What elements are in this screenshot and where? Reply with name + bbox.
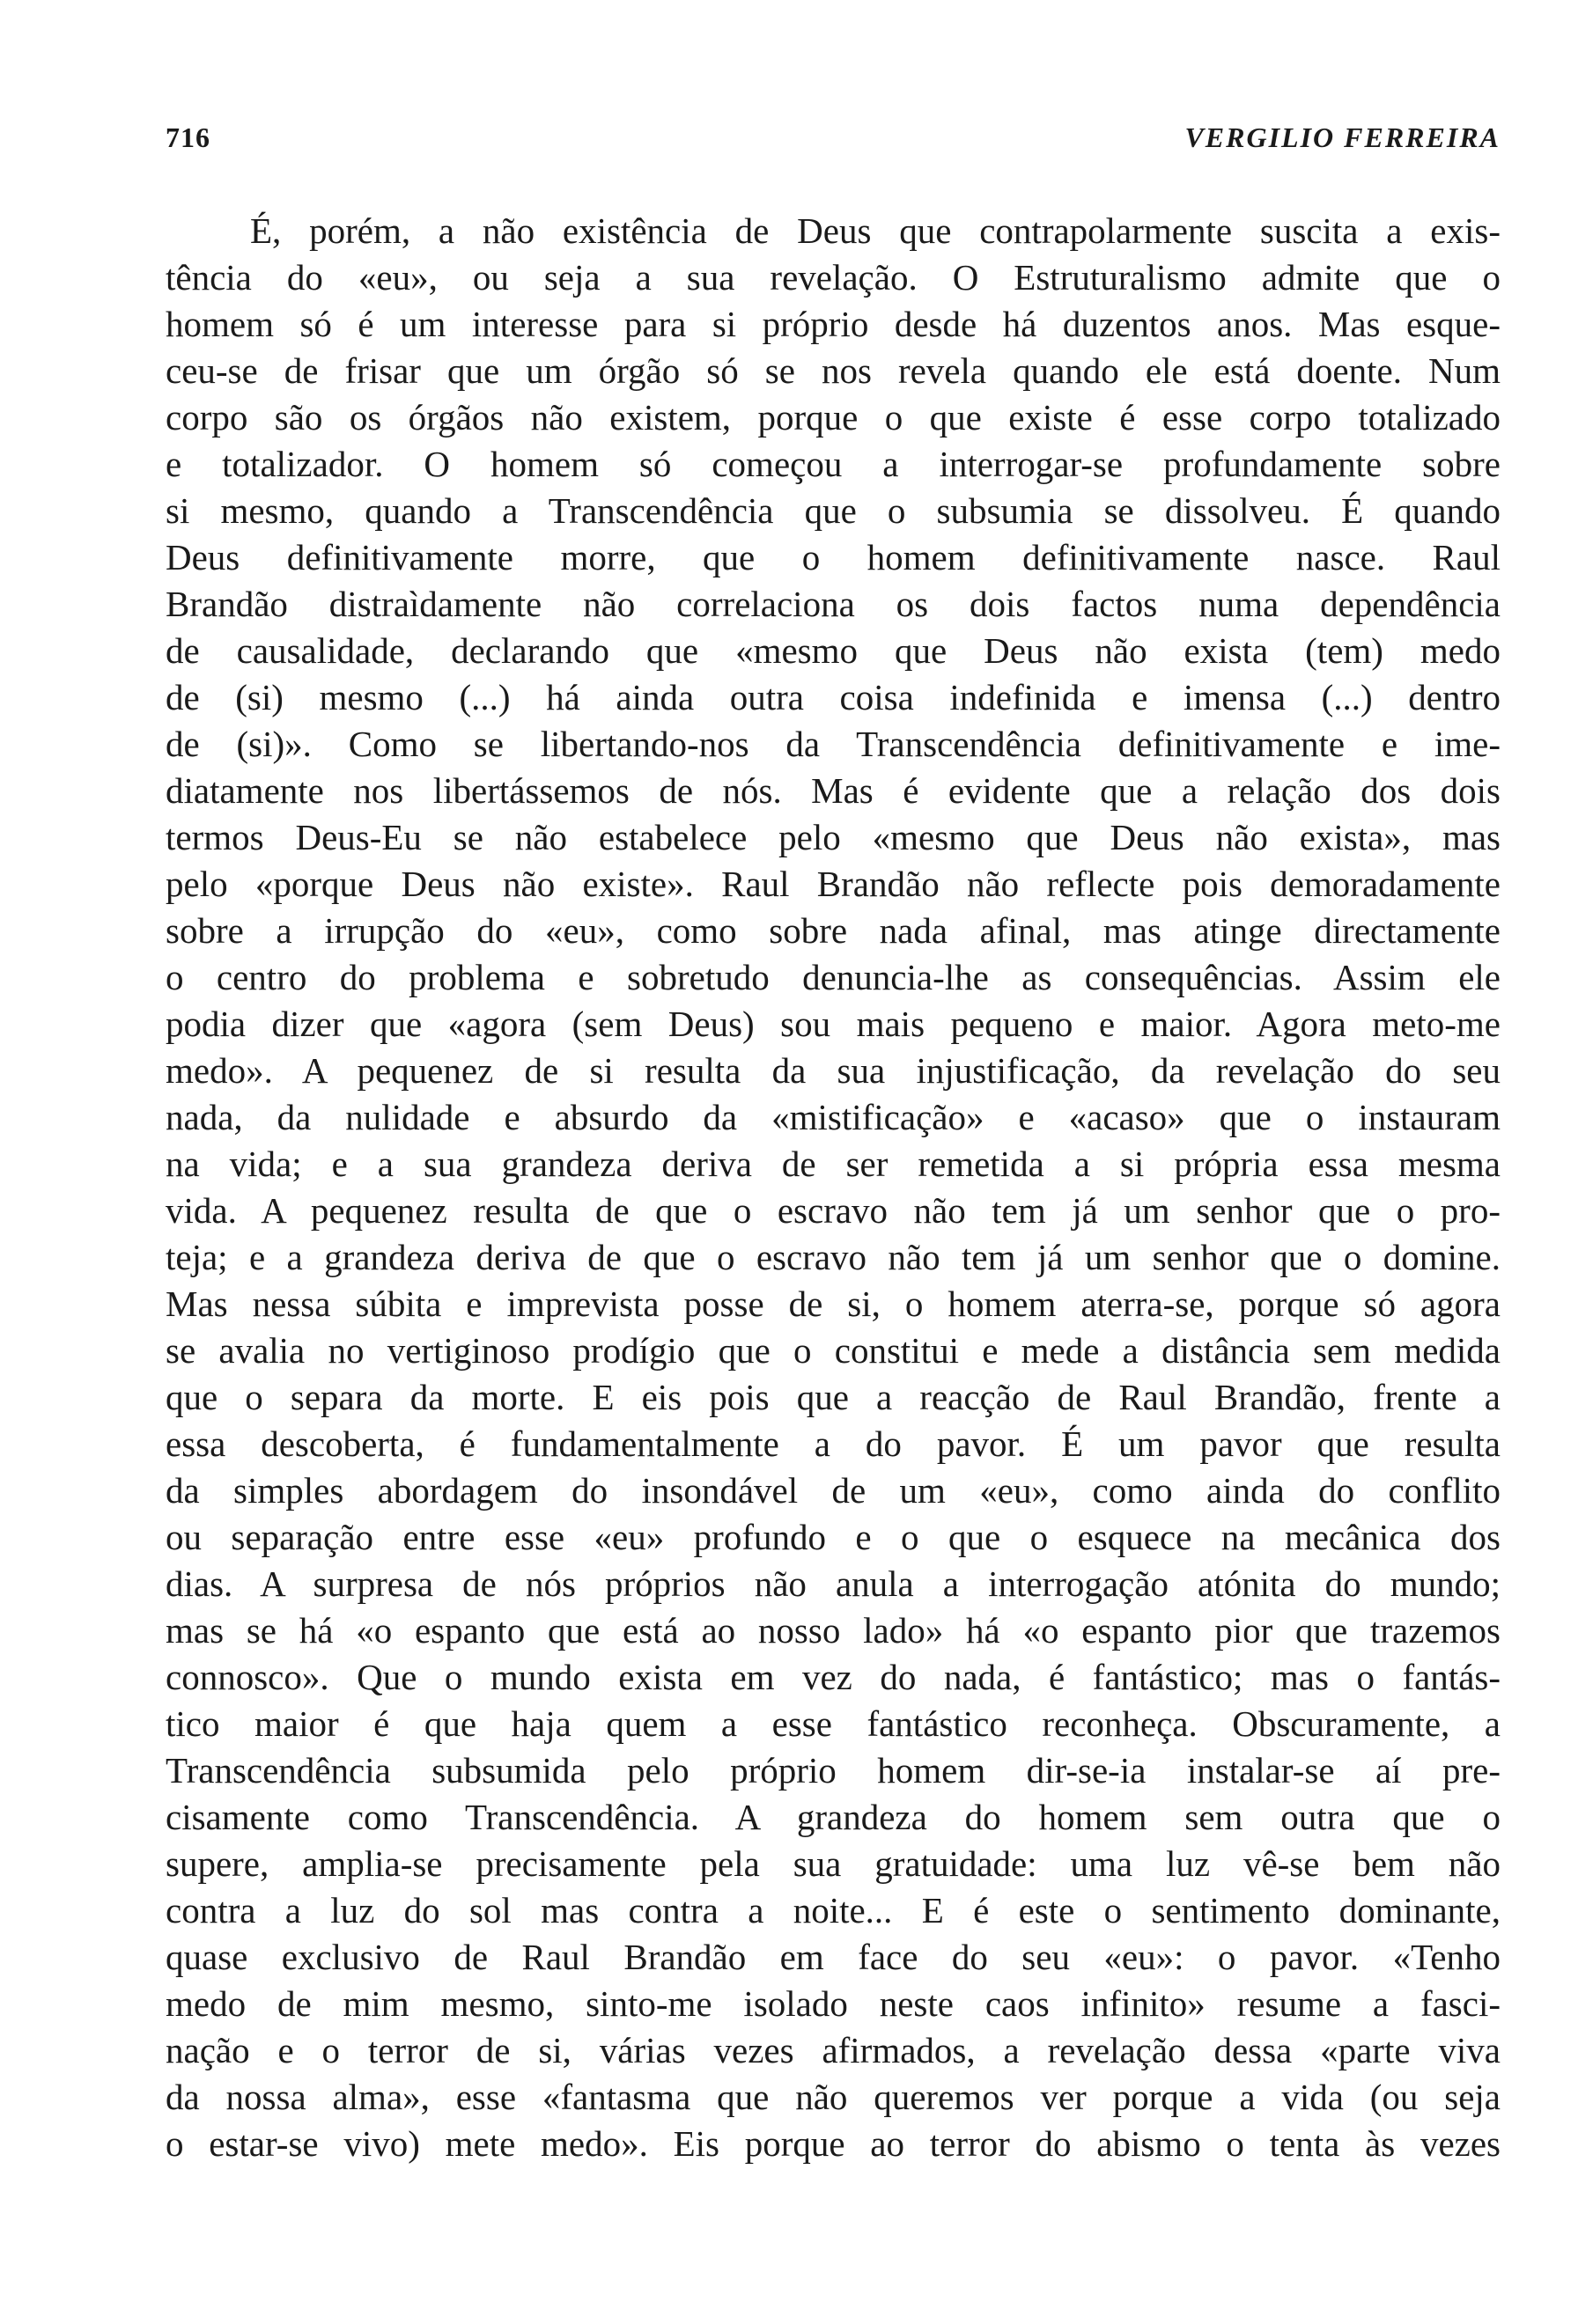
text-line: de causalidade, declarando que «mesmo que Deus não exista (tem) medo [166, 630, 1501, 671]
text-line: nada, da nulidade e absurdo da «mistificação» e «acaso» que o instauram [166, 1097, 1501, 1137]
text-line: corpo são os órgãos não existem, porque o que existe é esse corpo totalizado [166, 397, 1501, 438]
text-line: tico maior é que haja quem a esse fantástico reconheça. Obscuramente, a [166, 1703, 1501, 1744]
text-line: nação e o terror de si, várias vezes afirmados, a revelação dessa «parte viva [166, 2030, 1501, 2070]
text-line: dias. A surpresa de nós próprios não anula a interrogação atónita do mundo; [166, 1563, 1501, 1604]
text-line: pelo «porque Deus não existe». Raul Brandão não reflecte pois demoradamente [166, 864, 1501, 904]
running-head: VERGILIO FERREIRA [1184, 121, 1501, 153]
text-line: quase exclusivo de Raul Brandão em face do seu «eu»: o pavor. «Tenho [166, 1937, 1501, 1977]
text-line: Mas nessa súbita e imprevista posse de si, o homem aterra-se, porque só agora [166, 1283, 1501, 1324]
text-line: ou separação entre esse «eu» profundo e o que o esquece na mecânica dos [166, 1517, 1501, 1557]
text-line: essa descoberta, é fundamentalmente a do pavor. É um pavor que resulta [166, 1423, 1501, 1464]
text-line: se avalia no vertiginoso prodígio que o constitui e mede a distância sem medida [166, 1330, 1501, 1371]
text-line: connosco». Que o mundo exista em vez do nada, é fantástico; mas o fantás- [166, 1657, 1501, 1697]
text-line: mas se há «o espanto que está ao nosso lado» há «o espanto pior que trazemos [166, 1610, 1501, 1651]
text-line: contra a luz do sol mas contra a noite... E é este o sentimento dominante, [166, 1890, 1501, 1931]
page-header [166, 121, 1501, 165]
text-line: É, porém, a não existência de Deus que contrapolarmente suscita a exis- [250, 210, 1501, 251]
text-line: Transcendência subsumida pelo próprio homem dir-se-ia instalar-se aí pre- [166, 1750, 1501, 1791]
text-line: da nossa alma», esse «fantasma que não queremos ver porque a vida (ou seja [166, 2077, 1501, 2117]
text-line: e totalizador. O homem só começou a interrogar-se profundamente sobre [166, 444, 1501, 484]
text-line: medo». A pequenez de si resulta da sua injustificação, da revelação do seu [166, 1050, 1501, 1091]
text-line: de (si) mesmo (...) há ainda outra coisa indefinida e imensa (...) dentro [166, 677, 1501, 717]
page-number: 716 [166, 121, 210, 153]
text-line: tência do «eu», ou seja a sua revelação. O Estruturalismo admite que o [166, 257, 1501, 298]
text-line: Deus definitivamente morre, que o homem definitivamente nasce. Raul [166, 537, 1501, 577]
text-line: medo de mim mesmo, sinto-me isolado neste caos infinito» resume a fasci- [166, 1983, 1501, 2024]
text-line: si mesmo, quando a Transcendência que o subsumia se dissolveu. É quando [166, 490, 1501, 531]
text-line: vida. A pequenez resulta de que o escravo não tem já um senhor que o pro- [166, 1190, 1501, 1231]
text-line: que o separa da morte. E eis pois que a reacção de Raul Brandão, frente a [166, 1377, 1501, 1417]
text-line: o centro do problema e sobretudo denuncia-lhe as consequências. Assim ele [166, 957, 1501, 997]
text-line: homem só é um interesse para si próprio desde há duzentos anos. Mas esque- [166, 304, 1501, 344]
text-line: de (si)». Como se libertando-nos da Transcendência definitivamente e ime- [166, 724, 1501, 764]
text-line: sobre a irrupção do «eu», como sobre nada afinal, mas atinge directamente [166, 910, 1501, 951]
text-line: na vida; e a sua grandeza deriva de ser remetida a si própria essa mesma [166, 1144, 1501, 1184]
text-line: supere, amplia-se precisamente pela sua gratuidade: uma luz vê-se bem não [166, 1843, 1501, 1884]
text-line: podia dizer que «agora (sem Deus) sou mais pequeno e maior. Agora meto-me [166, 1004, 1501, 1044]
text-line: cisamente como Transcendência. A grandeza do homem sem outra que o [166, 1797, 1501, 1837]
text-line: o estar-se vivo) mete medo». Eis porque ao terror do abismo o tenta às vezes [166, 2123, 1501, 2164]
text-line: ceu-se de frisar que um órgão só se nos revela quando ele está doente. Num [166, 350, 1501, 391]
text-line: da simples abordagem do insondável de um «eu», como ainda do conflito [166, 1470, 1501, 1511]
text-line: diatamente nos libertássemos de nós. Mas é evidente que a relação dos dois [166, 770, 1501, 811]
text-line: teja; e a grandeza deriva de que o escravo não tem já um senhor que o domine. [166, 1237, 1501, 1277]
text-line: Brandão distraìdamente não correlaciona os dois factos numa dependência [166, 584, 1501, 624]
body-text [166, 208, 1501, 2167]
text-line: termos Deus-Eu se não estabelece pelo «mesmo que Deus não exista», mas [166, 817, 1501, 857]
